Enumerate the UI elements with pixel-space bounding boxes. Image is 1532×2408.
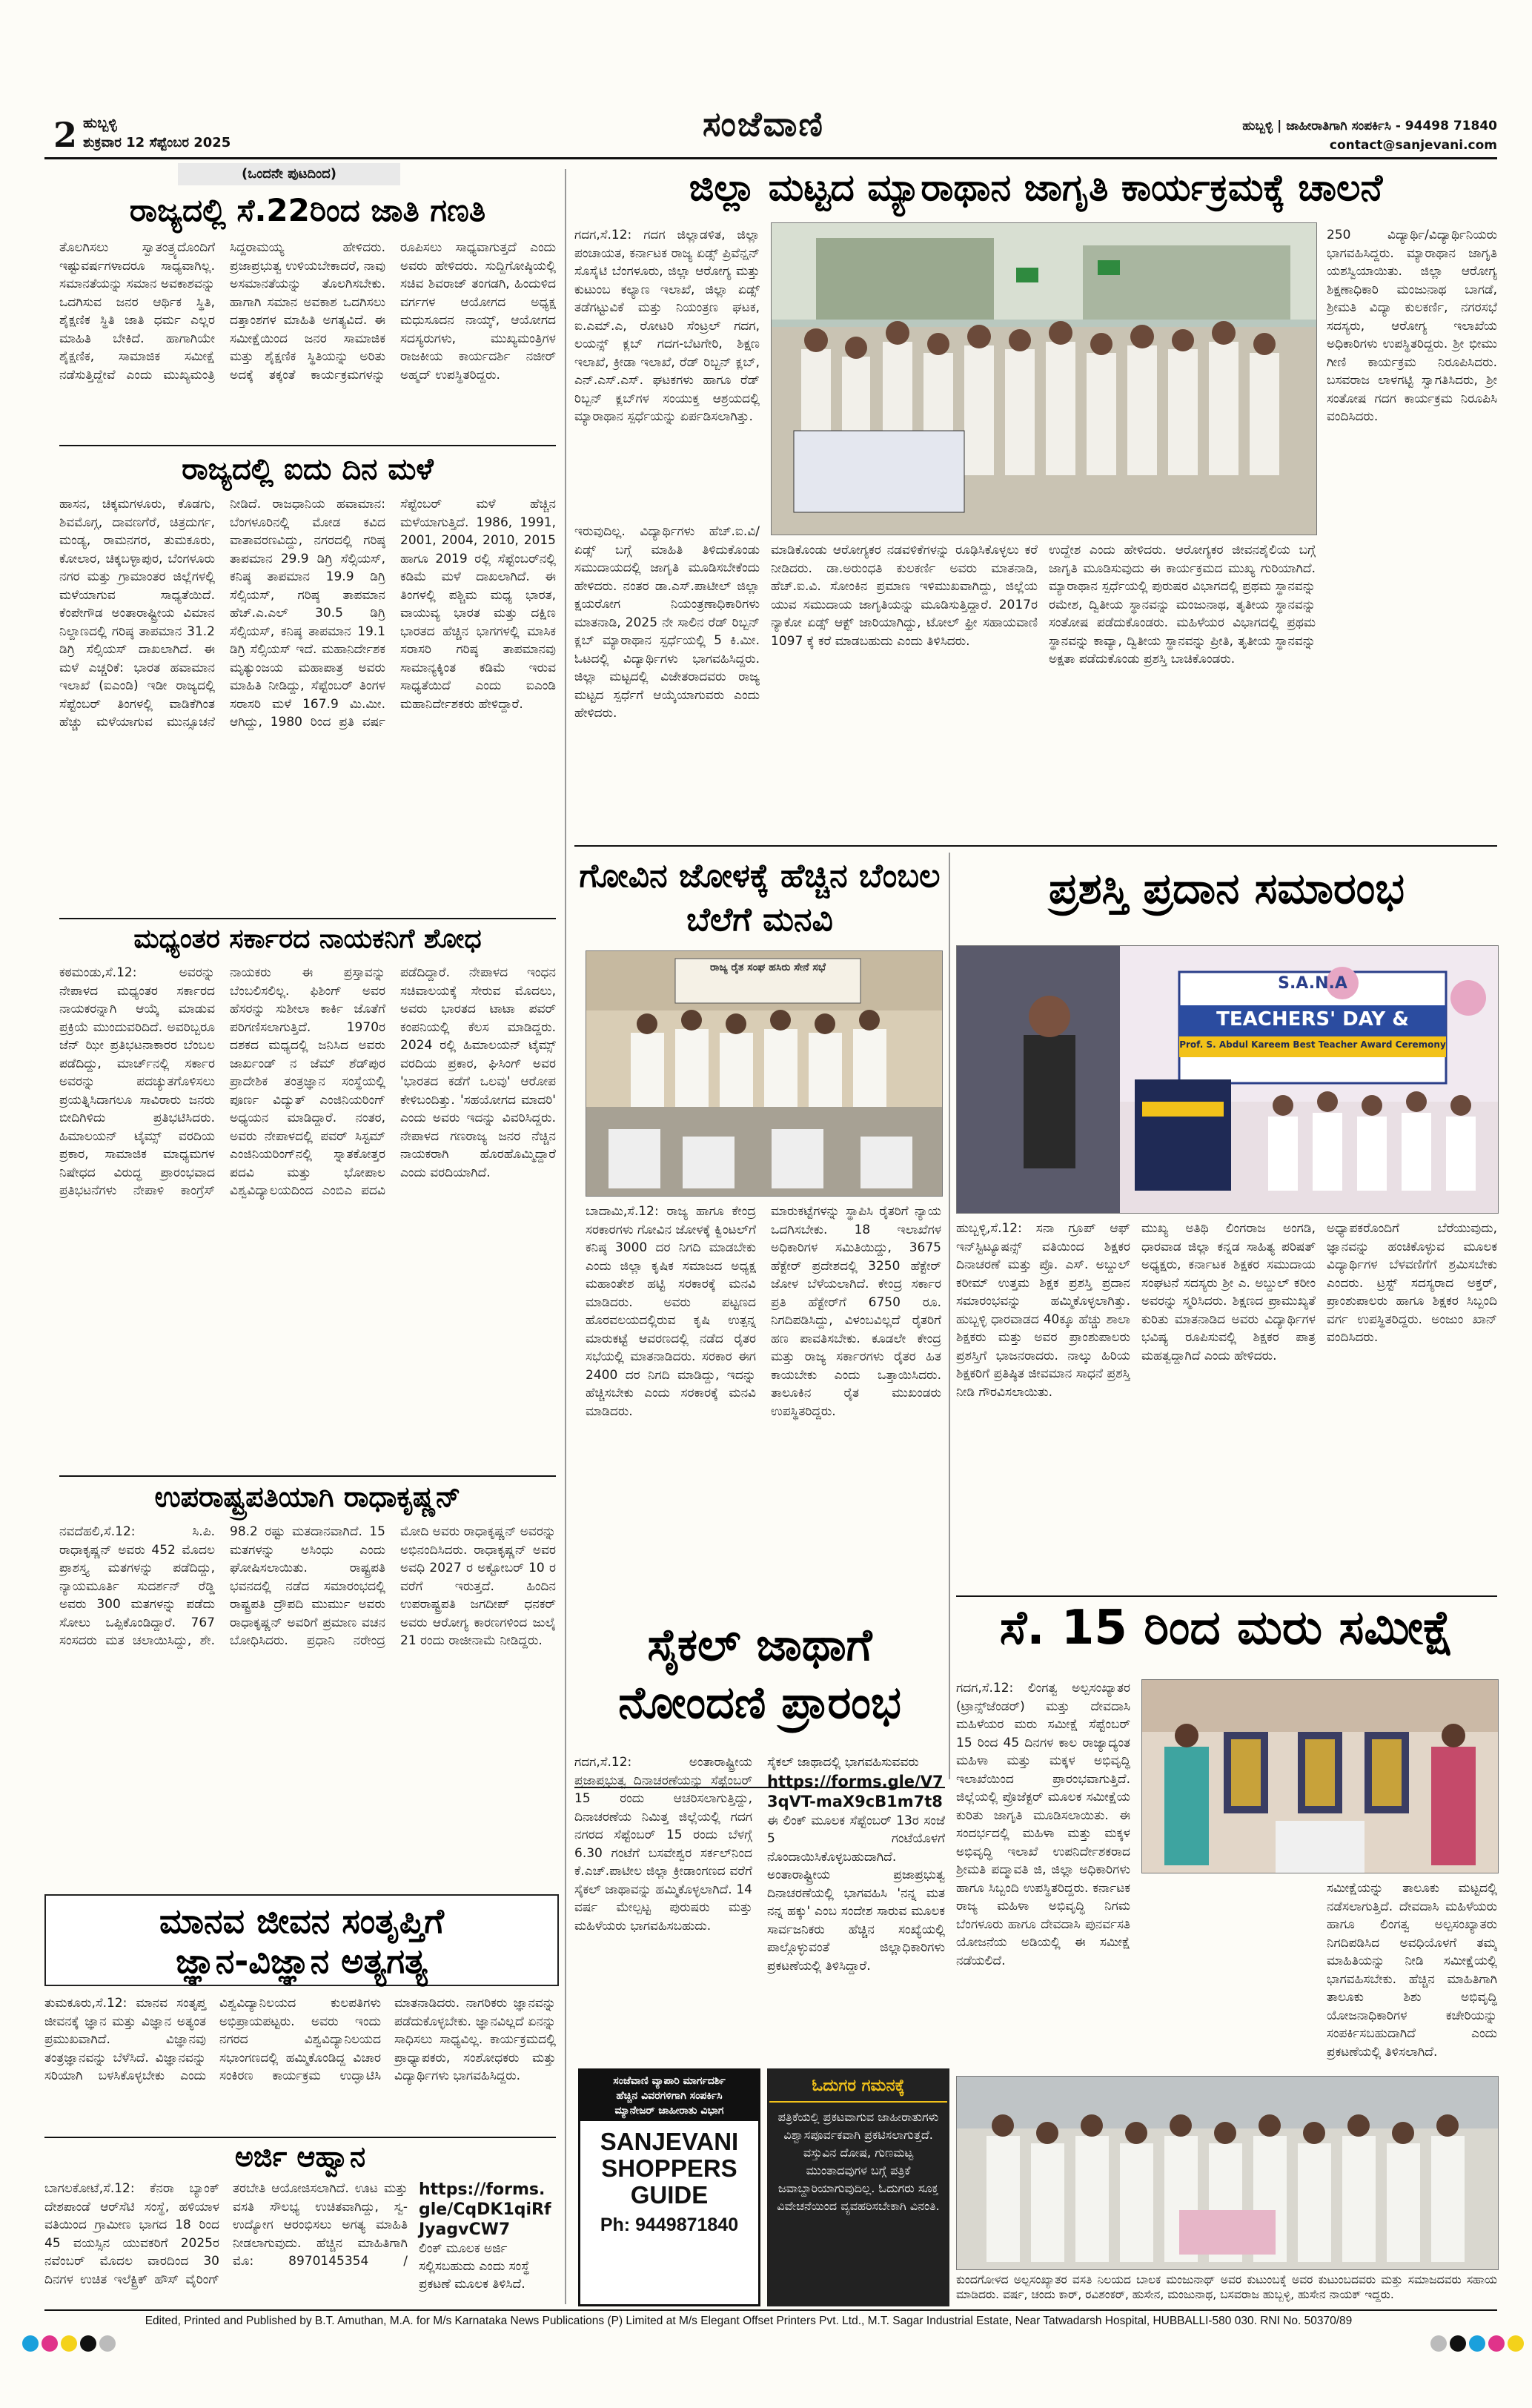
application-link[interactable]: https://forms.gle/CqDK1qiRfJyagvCW7 <box>419 2180 551 2239</box>
application-body-after: ಲಿಂಕ್ ಮೂಲಕ ಅರ್ಜಿ ಸಲ್ಲಿಸಬಹುದು ಎಂದು ಸಂಸ್ಥೆ ಪ್ರಕಟಣೆ ಮೂಲಕ ತಿಳಿಸಿದೆ. <box>419 2241 530 2292</box>
shoppers-ad-line: ಸಂಜೆವಾಣಿ ವ್ಯಾಪಾರಿ ಮಾರ್ಗದರ್ಶಿ <box>613 2075 726 2087</box>
caste-headline: ರಾಜ್ಯದಲ್ಲಿ ಸೆ.22ರಿಂದ ಜಾತಿ ಗಣತಿ <box>129 192 486 228</box>
marathon-headline: ಜಿಲ್ಲಾ ಮಟ್ಟದ ಮ್ಯಾರಾಥಾನ ಜಾಗೃತಿ ಕಾರ್ಯಕ್ರಮಕ್ಕೆ ಚಾಲನೆ <box>689 166 1383 209</box>
grey-dot <box>99 2335 116 2352</box>
marathon-body-left: ಗದಗ,ಸೆ.12: ಗದಗ ಜಿಲ್ಲಾಡಳಿತ, ಜಿಲ್ಲಾ ಪಂಚಾಯತ, ಕರ್ನಾಟಕ ರಾಜ್ಯ ಏಡ್ಸ್ ಪ್ರಿವೆನ್ಷನ್ ಸೊಸೈಟಿ ಬೆಂಗಳೂರು, ಜಿಲ್ಲಾ ಆರೋಗ್ಯ ಮತ್ತು ಕುಟುಂಬ ಕಲ್ಯಾಣ ಇಲಾಖೆ, ಜಿಲ್ಲಾ ಏಡ್ಸ್ ತಡೆಗಟ್ಟುವಿಕೆ ಮತ್ತು ನಿಯಂತ್ರಣ ಘಟಕ, ಐ.ಎಮ್.ಎ, ರೋಟರಿ ಸೆಂಟ್ರಲ್ ಗದಗ, ಲಯನ್ಸ್ ಕ್ಲಬ್ ಗದಗ-ಬೆಟಗೇರಿ, ಶಿಕ್ಷಣ ಇಲಾಖೆ, ಕ್ರೀಡಾ ಇಲಾಖೆ, ರೆಡ್ ರಿಬ್ಬನ್ ಕ್ಲಬ್, ಎನ್.ಎಸ್.ಎಸ್. ಘಟಕಗಳು ಹಾಗೂ ರೆಡ್ ರಿಬ್ಬನ್ ಕ್ಲಬ್‌ಗಳ ಸಂಯುಕ್ತ ಆಶ್ರಯದಲ್ಲಿ ಮ್ಯಾರಾಥಾನ ಸ್ಪರ್ಧೆಯನ್ನು ಏರ್ಪಡಿಸಲಾಗಿತ್ತು. <box>574 228 760 424</box>
masthead-city-right: ಹುಬ್ಬಳ್ಳಿ <box>1242 119 1273 133</box>
column-divider <box>949 853 950 1779</box>
survey-body-main: ಗದಗ,ಸೆ.12: ಲಿಂಗತ್ವ ಅಲ್ಪಸಂಖ್ಯಾತರ (ಟ್ರಾನ್ಸ್‌ಜೆಂಡರ್) ಮತ್ತು ದೇವದಾಸಿ ಮಹಿಳೆಯರ ಮರು ಸಮೀಕ್ಷೆ ಸೆಪ್ಟೆಂಬರ್ 15 ರಿಂದ 45 ದಿನಗಳ ಕಾಲ ರಾಜ್ಯಾದ್ಯಂತ ಮಹಿಳಾ ಮತ್ತು ಮಕ್ಕಳ ಅಭಿವೃದ್ಧಿ ಇಲಾಖೆಯಿಂದ ಪ್ರಾರಂಭವಾಗುತ್ತಿದೆ. ಜಿಲ್ಲೆಯಲ್ಲಿ ಪ್ರೊಜೆಕ್ಟರ್ ಮೂಲಕ ಸಮೀಕ್ಷೆಯ ಕುರಿತು ಜಾಗೃತಿ ಮೂಡಿಸಲಾಯಿತು. ಈ ಸಂದರ್ಭದಲ್ಲಿ ಮಹಿಳಾ ಮತ್ತು ಮಕ್ಕಳ ಅಭಿವೃದ್ಧಿ ಇಲಾಖೆ ಉಪನಿರ್ದೇಶಕರಾದ ಶ್ರೀಮತಿ ಪದ್ಮಾವತಿ ಜಿ, ಜಿಲ್ಲಾ ಅಧಿಕಾರಿಗಳು ಹಾಗೂ ಸಿಬ್ಬಂದಿ ಉಪಸ್ಥಿತರಿದ್ದರು. ಕರ್ನಾಟಕ ರಾಜ್ಯ ಮಹಿಳಾ ಅಭಿವೃದ್ಧಿ ನಿಗಮ ಬೆಂಗಳೂರು ಹಾಗೂ ದೇವದಾಸಿ ಪುನರ್ವಸತಿ ಯೋಜನೆಯ ಅಡಿಯಲ್ಲಿ ಈ ಸಮೀಕ್ಷೆ ನಡೆಯಲಿದೆ. <box>956 1681 1130 1968</box>
award-body-left: ಹುಬ್ಬಳ್ಳಿ,ಸೆ.12: ಸನಾ ಗ್ರೂಪ್ ಆಫ್ ಇನ್‌ಸ್ಟಿಟ್ಯೂಷನ್ಸ್ ವತಿಯಿಂದ ಶಿಕ್ಷಕರ ದಿನಾಚರಣೆ ಮತ್ತು ಪ್ರೊ. ಎಸ್. ಅಬ್ದುಲ್ ಕರೀಮ್ ಉತ್ತಮ ಶಿಕ್ಷಕ ಪ್ರಶಸ್ತಿ ಪ್ರದಾನ ಸಮಾರಂಭವನ್ನು ಹಮ್ಮಿಕೊಳ್ಳಲಾಗಿತ್ತು. ಹುಬ್ಬಳ್ಳಿ ಧಾರವಾಡದ 40ಕ್ಕೂ ಹೆಚ್ಚು ಶಾಲಾ ಶಿಕ್ಷಕರು ಮತ್ತು ಅವರ ಪ್ರಾಂಶುಪಾಲರು ಪ್ರಶಸ್ತಿಗೆ ಭಾಜನರಾದರು. ನಾಲ್ಕು ಹಿರಿಯ ಶಿಕ್ಷಕರಿಗೆ ಪ್ರತಿಷ್ಠಿತ ಜೀವಮಾನ ಸಾಧನೆ ಪ್ರಶಸ್ತಿ ನೀಡಿ ಗೌರವಿಸಲಾಯಿತು. <box>956 1221 1130 1400</box>
vp-body: ನವದೆಹಲಿ,ಸೆ.12: ಸಿ.ಪಿ. ರಾಧಾಕೃಷ್ಣನ್ ಅವರು 452 ಮೊದಲ ಪ್ರಾಶಸ್ತ್ಯ ಮತಗಳನ್ನು ಪಡೆದಿದ್ದು, ನ್ಯಾಯಮೂರ್ತಿ ಸುದರ್ಶನ್ ರೆಡ್ಡಿ ಅವರು 300 ಮತಗಳನ್ನು ಪಡೆದು ಸೋಲು ಒಪ್ಪಿಕೊಂಡಿದ್ದಾರೆ. 767 ಸಂಸದರು ಮತ ಚಲಾಯಿಸಿದ್ದು, ಶೇ. 98.2 ರಷ್ಟು ಮತದಾನವಾಗಿದೆ. 15 ಮತಗಳನ್ನು ಅಸಿಂಧು ಎಂದು ಘೋಷಿಸಲಾಯಿತು. ರಾಷ್ಟ್ರಪತಿ ಭವನದಲ್ಲಿ ನಡೆದ ಸಮಾರಂಭದಲ್ಲಿ ರಾಷ್ಟ್ರಪತಿ ದ್ರೌಪದಿ ಮುರ್ಮು ಅವರು ರಾಧಾಕೃಷ್ಣನ್ ಅವರಿಗೆ ಪ್ರಮಾಣ ವಚನ ಬೋಧಿಸಿದರು. ಪ್ರಧಾನಿ ನರೇಂದ್ರ ಮೋದಿ ಅವರು ರಾಧಾಕೃಷ್ಣನ್ ಅವರನ್ನು ಅಭಿನಂದಿಸಿದರು. ರಾಧಾಕೃಷ್ಣನ್ ಅವರ ಅವಧಿ 2027 ರ ಅಕ್ಟೋಬರ್ 10 ರ ವರೆಗೆ ಇರುತ್ತದೆ. ಹಿಂದಿನ ಉಪರಾಷ್ಟ್ರಪತಿ ಜಗದೀಪ್ ಧನಕರ್ ಅವರು ಆರೋಗ್ಯ ಕಾರಣಗಳಿಂದ ಜುಲೈ 21 ರಂದು ರಾಜೀನಾಮೆ ನೀಡಿದ್ದರು. <box>59 1524 556 1648</box>
marathon-body-right: ಉದ್ದೇಶ ಎಂದು ಹೇಳಿದರು. ಆರೋಗ್ಯಕರ ಜೀವನಶೈಲಿಯ ಬಗ್ಗೆ ಜಾಗೃತಿ ಮೂಡಿಸುವುದು ಈ ಕಾರ್ಯಕ್ರಮದ ಮುಖ್ಯ ಗುರಿಯಾಗಿದೆ. ಮ್ಯಾರಾಥಾನ ಸ್ಪರ್ಧೆಯಲ್ಲಿ ಪುರುಷರ ವಿಭಾಗದಲ್ಲಿ ಪ್ರಥಮ ಸ್ಥಾನವನ್ನು ರಮೇಶ, ದ್ವಿತೀಯ ಸ್ಥಾನವನ್ನು ಮಂಜುನಾಥ, ತೃತೀಯ ಸ್ಥಾನವನ್ನು ಸಂತೋಷ ಪಡೆದುಕೊಂಡರು. ಮಹಿಳೆಯರ ವಿಭಾಗದಲ್ಲಿ ಪ್ರಥಮ ಸ್ಥಾನವನ್ನು ಕಾವ್ಯಾ, ದ್ವಿತೀಯ ಸ್ಥಾನವನ್ನು ಪ್ರೀತಿ, ತೃತೀಯ ಸ್ಥಾನವನ್ನು ಅಕ್ಷತಾ ಪಡೆದುಕೊಂಡು ಪ್ರಶಸ್ತಿ ಬಾಚಿಕೊಂಡರು. <box>1049 543 1316 666</box>
masthead-contact: ಹುಬ್ಬಳ್ಳಿ | ಜಾಹೀರಾತಿಗಾಗಿ ಸಂಪರ್ಕಿಸಿ - 94498 71840 <box>1242 119 1497 133</box>
page-number: 2 <box>53 115 78 155</box>
yellow-dot <box>1508 2335 1524 2352</box>
section-rule <box>574 845 1497 847</box>
knowledge-headline-line2: ಜ್ಞಾನ-ವಿಜ್ಞಾನ ಅತ್ಯಗತ್ಯ <box>176 1941 428 1981</box>
application-link-block <box>419 2180 556 2293</box>
nepal-headline: ಮಧ್ಯಂತರ ಸರ್ಕಾರದ ನಾಯಕನಿಗೆ ಶೋಧ <box>133 924 482 954</box>
vp-headline: ಉಪರಾಷ್ಟ್ರಪತಿಯಾಗಿ ರಾಧಾಕೃಷ್ಣನ್ <box>154 1481 461 1513</box>
column-divider <box>565 169 566 2304</box>
award-body-right: ಅಧ್ಯಾಪಕರೊಂದಿಗೆ ಬೆರೆಯುವುದು, ಜ್ಞಾನವನ್ನು ಹಂಚಿಕೊಳ್ಳುವ ಮೂಲಕ ವಿದ್ಯಾರ್ಥಿಗಳ ಬೆಳವಣಿಗೆಗೆ ಶ್ರಮಿಸಬೇಕು ಎಂದರು. ಟ್ರಸ್ಟ್ ಸದಸ್ಯರಾದ ಅಕ್ತರ್, ಪ್ರಾಂಶುಪಾಲರು ಹಾಗೂ ಶಿಕ್ಷಕರ ಸಿಬ್ಬಂದಿ ವರ್ಗ ಉಪಸ್ಥಿತರಿದ್ದರು. ಅಂಜುಂ ಖಾನ್ ವಂದಿಸಿದರು. <box>1327 1221 1497 1345</box>
award-banner-title: TEACHERS' DAY & <box>1216 1008 1409 1031</box>
cow-photo-banner: ರಾಜ್ಯ ರೈತ ಸಂಘ ಹಸಿರು ಸೇನೆ ಸಭೆ <box>710 962 826 973</box>
marathon-body-mid: ಮಾಡಿಕೊಂಡು ಆರೋಗ್ಯಕರ ನಡವಳಿಕೆಗಳನ್ನು ರೂಢಿಸಿಕೊಳ್ಳಲು ಕರೆ ನೀಡಿದರು. ಡಾ.ಅರುಂಧತಿ ಕುಲಕರ್ಣಿ ಅವರು ಮಾತನಾಡಿ, ಹೆಚ್.ಐ.ವಿ. ಸೋಂಕಿನ ಪ್ರಮಾಣ ಇಳಿಮುಖವಾಗಿದ್ದು, ಜಿಲ್ಲೆಯ ಯುವ ಸಮುದಾಯ ಜಾಗೃತಿಯನ್ನು ಮೂಡಿಸುತ್ತಿದ್ದಾರೆ. 2017ರ ನ್ಯಾಕೋ ಏಡ್ಸ್ ಆಕ್ಟ್ ಜಾರಿಯಾಗಿದ್ದು, ಟೋಲ್ ಫ್ರೀ ಸಹಾಯವಾಣಿ 1097 ಕ್ಕೆ ಕರೆ ಮಾಡಬಹುದು ಎಂದು ತಿಳಿಸಿದರು. <box>771 543 1038 649</box>
shoppers-ad-header <box>580 2071 758 2121</box>
knowledge-headline-line1: ಮಾನವ ಜೀವನ ಸಂತೃಪ್ತಿಗೆ <box>159 1901 445 1941</box>
shoppers-ad-line: ಹೆಚ್ಚಿನ ವಿವರಗಳಿಗಾಗಿ ಸಂಪರ್ಕಿಸಿ <box>616 2090 723 2102</box>
knowledge-body: ತುಮಕೂರು,ಸೆ.12: ಮಾನವ ಸಂತೃಪ್ತ ಜೀವನಕ್ಕೆ ಜ್ಞಾನ ಮತ್ತು ವಿಜ್ಞಾನ ಅತ್ಯಂತ ಪ್ರಮುಖವಾಗಿದೆ. ವಿಜ್ಞಾನವು ತಂತ್ರಜ್ಞಾನವನ್ನು ಬೆಳೆಸಿದೆ. ವಿಜ್ಞಾನವನ್ನು ಸರಿಯಾಗಿ ಬಳಸಿಕೊಳ್ಳಬೇಕು ಎಂದು ವಿಶ್ವವಿದ್ಯಾನಿಲಯದ ಕುಲಪತಿಗಳು ಅಭಿಪ್ರಾಯಪಟ್ಟರು. ಅವರು ಇಂದು ನಗರದ ವಿಶ್ವವಿದ್ಯಾನಿಲಯದ ಸಭಾಂಗಣದಲ್ಲಿ ಹಮ್ಮಿಕೊಂಡಿದ್ದ ವಿಚಾರ ಸಂಕಿರಣ ಕಾರ್ಯಕ್ರಮ ಉದ್ಘಾಟಿಸಿ ಮಾತನಾಡಿದರು. ನಾಗರಿಕರು ಜ್ಞಾನವನ್ನು ಪಡೆದುಕೊಳ್ಳಬೇಕು. ಜ್ಞಾನವಿಲ್ಲದೆ ಏನನ್ನು ಸಾಧಿಸಲು ಸಾಧ್ಯವಿಲ್ಲ. ಕಾರ್ಯಕ್ರಮದಲ್ಲಿ ಪ್ರಾಧ್ಯಾಪಕರು, ಸಂಶೋಧಕರು ಮತ್ತು ವಿದ್ಯಾರ್ಥಿಗಳು ಭಾಗವಹಿಸಿದ್ದರು. <box>44 1996 556 2083</box>
award-banner-sub: Prof. S. Abdul Kareem Best Teacher Award Ceremony <box>1179 1039 1446 1050</box>
award-banner-org: S.A.N.A <box>1278 974 1347 993</box>
cycle-link-label: ಸೈಕಲ್ ಜಾಥಾದಲ್ಲಿ ಭಾಗವಹಿಸುವವರು <box>767 1755 919 1770</box>
cycle-headline: ಸೈಕಲ್ ಜಾಥಾಗೆ ನೋಂದಣಿ ಪ್ರಾರಂಭ <box>618 1619 901 1729</box>
continued-kicker: (ಒಂದನೇ ಪುಟದಿಂದ) <box>178 163 400 185</box>
cycle-right-block <box>767 1753 945 2034</box>
footer-rule <box>44 2309 1497 2311</box>
cycle-body-right: ಈ ಲಿಂಕ್ ಮೂಲಕ ಸೆಪ್ಟೆಂಬರ್ 13ರ ಸಂಜೆ 5 ಗಂಟೆಯೊಳಗೆ ನೊಂದಾಯಿಸಿಕೊಳ್ಳಬಹುದಾಗಿದೆ. ಅಂತಾರಾಷ್ಟ್ರೀಯ ಪ್ರಜಾಪ್ರಭುತ್ವ ದಿನಾಚರಣೆಯಲ್ಲಿ ಭಾಗವಹಿಸಿ 'ನನ್ನ ಮತ ನನ್ನ ಹಕ್ಕು' ಎಂಬ ಸಂದೇಶ ಸಾರುವ ಮೂಲಕ ಸಾರ್ವಜನಿಕರು ಹೆಚ್ಚಿನ ಸಂಖ್ಯೆಯಲ್ಲಿ ಪಾಲ್ಗೊಳ್ಳುವಂತೆ ಜಿಲ್ಲಾಧಿಕಾರಿಗಳು ಪ್ರಕಟಣೆಯಲ್ಲಿ ತಿಳಿಸಿದ್ದಾರೆ. <box>767 1813 945 1974</box>
masthead-brand <box>578 104 949 145</box>
magenta-dot <box>1488 2335 1505 2352</box>
survey-body-main-2 <box>1141 1879 1319 2065</box>
survey-photo-caption: ಕುಂದಗೋಳದ ಅಲ್ಪಸಂಖ್ಯಾತರ ವಸತಿ ನಿಲಯದ ಬಾಲಕ ಮಂಜುನಾಥ್ ಅವರ ಕುಟುಂಬಕ್ಕೆ ಅವರ ಕುಟುಂಬದವರು ಮತ್ತು ಸಮಾಜದವರು ಸಹಾಯ ಮಾಡಿದರು. ವರ್ಷ, ಚಂದು ಕಾರ್, ರವಿಶಂಕರ್, ಹುಸೇನ, ಮಂಜುನಾಥ, ಬಸವರಾಜ ಹುಬ್ಬಳ್ಳಿ, ಹುಸೇನ ನಾಯಕ್ ಇದ್ದರು. <box>956 2273 1497 2301</box>
application-headline: ಅರ್ಜಿ ಆಹ್ವಾನ <box>234 2140 366 2173</box>
grey-dot <box>1430 2335 1447 2352</box>
cow-photo <box>586 950 943 1197</box>
black-dot <box>1450 2335 1466 2352</box>
marathon-body-left-2: ಇರುವುದಿಲ್ಲ. ವಿದ್ಯಾರ್ಥಿಗಳು ಹೆಚ್.ಐ.ವಿ/ಏಡ್ಸ್ ಬಗ್ಗೆ ಮಾಹಿತಿ ತಿಳಿದುಕೊಂಡು ಸಮುದಾಯದಲ್ಲಿ ಜಾಗೃತಿ ಮೂಡಿಸಬೇಕೆಂದು ಹೇಳಿದರು. ನಂತರ ಡಾ.ಎಸ್.ಪಾಟೀಲ್ ಜಿಲ್ಲಾ ಕ್ಷಯರೋಗ ನಿಯಂತ್ರಣಾಧಿಕಾರಿಗಳು ಮಾತನಾಡಿ, 2025 ನೇ ಸಾಲಿನ ರೆಡ್ ರಿಬ್ಬನ್ ಕ್ಲಬ್ ಮ್ಯಾರಾಥಾನ ಸ್ಪರ್ಧೆಯಲ್ಲಿ 5 ಕಿ.ಮೀ. ಓಟದಲ್ಲಿ ವಿದ್ಯಾರ್ಥಿಗಳು ಭಾಗವಹಿಸಿದ್ದರು. ಜಿಲ್ಲಾ ಮಟ್ಟದಲ್ಲಿ ವಿಜೇತರಾದವರು ರಾಜ್ಯ ಮಟ್ಟದ ಸ್ಪರ್ಧೆಗೆ ಆಯ್ಕೆಯಾಗುವರು ಎಂದು ಹೇಳಿದರು. <box>574 524 760 721</box>
brand-name: ಸಂಜೆವಾಣಿ <box>703 104 824 144</box>
masthead-ads-contact: ಜಾಹೀರಾತಿಗಾಗಿ ಸಂಪರ್ಕಿಸಿ - 94498 71840 <box>1286 119 1497 133</box>
masthead-city-left: ಹುಬ್ಬಳ್ಳಿ <box>83 115 117 131</box>
magenta-dot <box>42 2335 58 2352</box>
section-rule <box>59 1475 556 1477</box>
survey-body-right: ಸಮೀಕ್ಷೆಯನ್ನು ತಾಲೂಕು ಮಟ್ಟದಲ್ಲಿ ನಡೆಸಲಾಗುತ್ತಿದೆ. ದೇವದಾಸಿ ಮಹಿಳೆಯರು ಹಾಗೂ ಲಿಂಗತ್ವ ಅಲ್ಪಸಂಖ್ಯಾತರು ನಿಗದಿಪಡಿಸಿದ ಅವಧಿಯೊಳಗೆ ತಮ್ಮ ಮಾಹಿತಿಯನ್ನು ನೀಡಿ ಸಮೀಕ್ಷೆಯಲ್ಲಿ ಭಾಗವಹಿಸಬೇಕು. ಹೆಚ್ಚಿನ ಮಾಹಿತಿಗಾಗಿ ತಾಲೂಕು ಶಿಶು ಅಭಿವೃದ್ಧಿ ಯೋಜನಾಧಿಕಾರಿಗಳ ಕಚೇರಿಯನ್ನು ಸಂಪರ್ಕಿಸಬಹುದಾಗಿದೆ ಎಂದು ಪ್ರಕಟಣೆಯಲ್ಲಿ ತಿಳಿಸಲಾಗಿದೆ. <box>1327 1881 1497 2060</box>
notice-body: ಪತ್ರಿಕೆಯಲ್ಲಿ ಪ್ರಕಟವಾಗುವ ಜಾಹೀರಾತುಗಳು ವಿಶ್ವಾಸಪೂರ್ವಕವಾಗಿ ಪ್ರಕಟಿಸಲಾಗುತ್ತದೆ. ವಸ್ತುವಿನ ದೋಷ, ಗುಣಮಟ್ಟ ಮುಂತಾದವುಗಳ ಬಗ್ಗೆ ಪತ್ರಿಕೆ ಜವಾಬ್ದಾರಿಯಾಗುವುದಿಲ್ಲ. ಓದುಗರು ಸೂಕ್ತ ವಿವೇಚನೆಯಿಂದ ವ್ಯವಹರಿಸಬೇಕಾಗಿ ವಿನಂತಿ. <box>777 2110 940 2213</box>
notice-title: ಓದುಗರ ಗಮನಕ್ಕೆ <box>769 2071 947 2103</box>
shoppers-ad-line: ಮ್ಯಾನೇಜರ್ ಜಾಹೀರಾತು ವಿಭಾಗ <box>614 2105 724 2117</box>
survey-photo-2 <box>956 2076 1499 2270</box>
application-body: ಬಾಗಲಕೋಟೆ,ಸೆ.12: ಕೆನರಾ ಬ್ಯಾಂಕ್ ದೇಶಪಾಂಡೆ ಆರ್‌ಸೆಟಿ ಸಂಸ್ಥೆ, ಹಳಿಯಾಳ ವತಿಯಿಂದ ಗ್ರಾಮೀಣ ಭಾಗದ 18 ರಿಂದ 45 ವಯಸ್ಸಿನ ಯುವಕರಿಗೆ 2025ರ ನವೆಂಬರ್ ಮೊದಲ ವಾರದಿಂದ 30 ದಿನಗಳ ಉಚಿತ ಇಲೆಕ್ಟ್ರಿಕ್ ಹೌಸ್ ವೈರಿಂಗ್ ತರಬೇತಿ ಆಯೋಜಿಸಲಾಗಿದೆ. ಊಟ ಮತ್ತು ವಸತಿ ಸೌಲಭ್ಯ ಉಚಿತವಾಗಿದ್ದು, ಸ್ವ-ಉದ್ಯೋಗ ಆರಂಭಿಸಲು ಅಗತ್ಯ ಮಾಹಿತಿ ನೀಡಲಾಗುವುದು. ಹೆಚ್ಚಿನ ಮಾಹಿತಿಗಾಗಿ ಮೊ: 8970145354 / <box>44 2181 408 2287</box>
survey-headline: ಸೆ. 15 ರಿಂದ ಮರು ಸಮೀಕ್ಷೆ <box>999 1601 1454 1656</box>
cycle-link[interactable]: https://forms.gle/V73qVT-maX9cB1m7t8 <box>767 1772 944 1810</box>
section-rule <box>956 1595 1497 1597</box>
marathon-photo <box>771 222 1317 535</box>
cow-headline: ಗೋವಿನ ಜೋಳಕ್ಕೆ ಹೆಚ್ಚಿನ ಬೆಂಬಲ ಬೆಲೆಗೆ ಮನವಿ <box>579 857 941 939</box>
masthead-rule <box>44 157 1497 159</box>
nepal-body: ಕಠಮಂಡು,ಸೆ.12: ಅವರನ್ನು ನೇಪಾಳದ ಮಧ್ಯಂತರ ಸರ್ಕಾರದ ನಾಯಕರನ್ನಾಗಿ ಆಯ್ಕೆ ಮಾಡುವ ಪ್ರಕ್ರಿಯೆ ಮುಂದುವರಿದಿದೆ. ಅವರಿಬ್ಬರೂ ಜೆನ್ ಝೀ ಪ್ರತಿಭಟನಾಕಾರರ ಬೆಂಬಲ ಪಡೆದಿದ್ದು, ಮಾರ್ಚ್‌ನಲ್ಲಿ ಸರ್ಕಾರ ಅವರನ್ನು ಪದಚ್ಯುತಗೊಳಿಸಲು ಪ್ರಯತ್ನಿಸಿದಾಗಲೂ ಸಾವಿರಾರು ಜನರು ಬೀದಿಗಿಳಿದು ಪ್ರತಿಭಟಿಸಿದರು. ಹಿಮಾಲಯನ್ ಟೈಮ್ಸ್ ವರದಿಯ ಪ್ರಕಾರ, ಸಾಮಾಜಿಕ ಮಾಧ್ಯಮಗಳ ನಿಷೇಧದ ವಿರುದ್ಧ ಪ್ರಾರಂಭವಾದ ಪ್ರತಿಭಟನೆಗಳು ನೇಪಾಳಿ ಕಾಂಗ್ರೆಸ್ ನಾಯಕರು ಈ ಪ್ರಸ್ತಾವನ್ನು ಬೆಂಬಲಿಸಲಿಲ್ಲ. ಫಿಶಿಂಗ್ ಅವರ ಹೆಸರನ್ನು ಸುಶೀಲಾ ಕಾರ್ಕಿ ಜೊತೆಗೆ ಪರಿಗಣಿಸಲಾಗುತ್ತಿದೆ. 1970ರ ದಶಕದ ಮಧ್ಯದಲ್ಲಿ ಜನಿಸಿದ ಅವರು ಜಾರ್ಖಂಡ್ ನ ಜೆಮ್ ಶೆಡ್‌ಪುರ ಪ್ರಾದೇಶಿಕ ತಂತ್ರಜ್ಞಾನ ಸಂಸ್ಥೆಯಲ್ಲಿ ಪೂರ್ಣ ವಿದ್ಯುತ್ ಎಂಜಿನಿಯರಿಂಗ್ ಅಧ್ಯಯನ ಮಾಡಿದ್ದಾರೆ. ನಂತರ, ಅವರು ನೇಪಾಳದಲ್ಲಿ ಪವರ್ ಸಿಸ್ಟಮ್ ಎಂಜಿನಿಯರಿಂಗ್‌ನಲ್ಲಿ ಸ್ನಾತಕೋತ್ತರ ಪದವಿ ಮತ್ತು ಭೋಪಾಲ ವಿಶ್ವವಿದ್ಯಾಲಯದಿಂದ ಎಂಬಿಎ ಪದವಿ ಪಡೆದಿದ್ದಾರೆ. ನೇಪಾಳದ ಇಂಧನ ಸಚಿವಾಲಯಕ್ಕೆ ಸೇರುವ ಮೊದಲು, ಅವರು ಭಾರತದ ಟಾಟಾ ಪವರ್ ಕಂಪನಿಯಲ್ಲಿ ಕೆಲಸ ಮಾಡಿದ್ದರು. 2024 ರಲ್ಲಿ ಹಿಮಾಲಯನ್ ಟೈಮ್ಸ್ ವರದಿಯ ಪ್ರಕಾರ, ಘಿಸಿಂಗ್ ಅವರ 'ಭಾರತದ ಕಡೆಗೆ ಒಲವು' ಆರೋಪ ಕೇಳಿಬಂದಿತ್ತು. 'ಸಹಯೋಗದ ಮಾದರಿ' ಎಂದು ಅವರು ಇದನ್ನು ವಿವರಿಸಿದ್ದರು. ನೇಪಾಳದ ಗಣರಾಜ್ಯ ಜನರ ನೆಚ್ಚಿನ ನಾಯಕರಾಗಿ ಹೊರಹೊಮ್ಮಿದ್ದಾರೆ ಎಂದು ವರದಿಯಾಗಿದೆ. <box>59 965 556 1198</box>
cycle-body-left: ಗದಗ,ಸೆ.12: ಅಂತಾರಾಷ್ಟ್ರೀಯ ಪ್ರಜಾಪ್ರಭುತ್ವ ದಿನಾಚರಣೆಯನ್ನು ಸೆಪ್ಟೆಂಬರ್ 15 ರಂದು ಆಚರಿಸಲಾಗುತ್ತಿದ್ದು, ದಿನಾಚರಣೆಯ ನಿಮಿತ್ತ ಜಿಲ್ಲೆಯಲ್ಲಿ ಗದಗ ನಗರದ ಸೆಪ್ಟೆಂಬರ್ 15 ರಂದು ಬೆಳಗ್ಗೆ 6.30 ಗಂಟೆಗೆ ಬಸವೇಶ್ವರ ಸರ್ಕಲ್‌ನಿಂದ ಕೆ.ಎಚ್.ಪಾಟೀಲ ಜಿಲ್ಲಾ ಕ್ರೀಡಾಂಗಣದ ವರೆಗೆ ಸೈಕಲ್ ಜಾಥಾವನ್ನು ಹಮ್ಮಿಕೊಳ್ಳಲಾಗಿದೆ. 14 ವರ್ಷ ಮೇಲ್ಪಟ್ಟ ಪುರುಷರು ಮತ್ತು ಮಹಿಳೆಯರು ಭಾಗವಹಿಸಬಹುದು. <box>574 1755 752 1934</box>
masthead-email[interactable]: contact@sanjevani.com <box>1329 138 1497 153</box>
footer-imprint: Edited, Printed and Published by B.T. Amuthan, M.A. for M/s Karnataka News Publications (P) Limited at M/s Elegant Offset Printers Pvt. Ltd., M.T. Sagar Industrial Estate, Near Tatwadarsh Hospital, HUBBALLI-580 030. RNI No. 50370/89 <box>145 2315 1353 2327</box>
knowledge-headline-box <box>44 1894 559 1986</box>
award-body-mid: ಮುಖ್ಯ ಅತಿಥಿ ಲಿಂಗರಾಜ ಅಂಗಡಿ, ಧಾರವಾಡ ಜಿಲ್ಲಾ ಕನ್ನಡ ಸಾಹಿತ್ಯ ಪರಿಷತ್ ಅಧ್ಯಕ್ಷರು, ಕರ್ನಾಟಕ ಶಿಕ್ಷಕರ ಸಮುದಾಯ ಸಂಘಟನೆ ಸದಸ್ಯರು ಶ್ರೀ ಎ. ಅಬ್ದುಲ್ ಕರೀಂ ಅವರನ್ನು ಸ್ಮರಿಸಿದರು. ಶಿಕ್ಷಣದ ಪ್ರಾಮುಖ್ಯತೆ ಕುರಿತು ಮಾತನಾಡಿದ ಅವರು ವಿದ್ಯಾರ್ಥಿಗಳ ಭವಿಷ್ಯ ರೂಪಿಸುವಲ್ಲಿ ಶಿಕ್ಷಕರ ಪಾತ್ರ ಮಹತ್ವದ್ದಾಗಿದೆ ಎಂದು ಹೇಳಿದರು. <box>1141 1221 1316 1363</box>
award-photo <box>956 945 1499 1214</box>
black-dot <box>80 2335 96 2352</box>
marathon-body-last: 250 ವಿದ್ಯಾರ್ಥಿ/ವಿದ್ಯಾರ್ಥಿನಿಯರು ಭಾಗವಹಿಸಿದ್ದರು. ಮ್ಯಾರಾಥಾನ ಜಾಗೃತಿ ಯಶಸ್ವಿಯಾಯಿತು. ಜಿಲ್ಲಾ ಆರೋಗ್ಯ ಶಿಕ್ಷಣಾಧಿಕಾರಿ ಮಂಜುನಾಥ ಬಾಗಡೆ, ಶ್ರೀಮತಿ ವಿದ್ಯಾ ಕುಲಕರ್ಣಿ, ನಗರಸಭೆ ಸದಸ್ಯರು, ಆರೋಗ್ಯ ಇಲಾಖೆಯ ಅಧಿಕಾರಿಗಳು ಉಪಸ್ಥಿತರಿದ್ದರು. ಶ್ರೀ ಭೀಮು ಗೀಣಿ ಕಾರ್ಯಕ್ರಮ ನಿರೂಪಿಸಿದರು. ಬಸವರಾಜ ಲಾಳಗಟ್ಟಿ ಸ್ವಾಗತಿಸಿದರು, ಶ್ರೀ ಸಂತೋಷ ಗದಗ ಕಾರ್ಯಕ್ರಮ ನಿರೂಪಿಸಿ ವಂದಿಸಿದರು. <box>1327 228 1497 424</box>
rain-body: ಹಾಸನ, ಚಿಕ್ಕಮಗಳೂರು, ಕೊಡಗು, ಶಿವಮೊಗ್ಗ, ದಾವಣಗೆರೆ, ಚಿತ್ರದುರ್ಗ, ಮಂಡ್ಯ, ರಾಮನಗರ, ತುಮಕೂರು, ಕೋಲಾರ, ಚಿಕ್ಕಬಳ್ಳಾಪುರ, ಬೆಂಗಳೂರು ನಗರ ಮತ್ತು ಗ್ರಾಮಾಂತರ ಜಿಲ್ಲೆಗಳಲ್ಲಿ ಮಳೆಯಾಗುವ ಸಾಧ್ಯತೆಯಿದೆ. ಕೆಂಪೇಗೌಡ ಅಂತಾರಾಷ್ಟ್ರೀಯ ವಿಮಾನ ನಿಲ್ದಾಣದಲ್ಲಿ ಗರಿಷ್ಠ ತಾಪಮಾನ 31.2 ಡಿಗ್ರಿ ಸೆಲ್ಸಿಯಸ್ ದಾಖಲಾಗಿದೆ. ಈ ಮಳೆ ಎಚ್ಚರಿಕೆ: ಭಾರತ ಹವಾಮಾನ ಇಲಾಖೆ (ಐಎಂಡಿ) ಇಡೀ ರಾಜ್ಯದಲ್ಲಿ ಸೆಪ್ಟೆಂಬರ್ ತಿಂಗಳಲ್ಲಿ ವಾಡಿಕೆಗಿಂತ ಹೆಚ್ಚು ಮಳೆಯಾಗುವ ಮುನ್ಸೂಚನೆ ನೀಡಿದೆ. ರಾಜಧಾನಿಯ ಹವಾಮಾನ: ಬೆಂಗಳೂರಿನಲ್ಲಿ ಮೋಡ ಕವಿದ ವಾತಾವರಣವಿದ್ದು, ನಗರದಲ್ಲಿ ಗರಿಷ್ಠ ತಾಪಮಾನ 29.9 ಡಿಗ್ರಿ ಸೆಲ್ಸಿಯಸ್, ಕನಿಷ್ಠ ತಾಪಮಾನ 19.9 ಡಿಗ್ರಿ ಸೆಲ್ಸಿಯಸ್, ಗರಿಷ್ಠ ತಾಪಮಾನ ಹೆಚ್.ಎ.ಎಲ್ 30.5 ಡಿಗ್ರಿ ಸೆಲ್ಸಿಯಸ್, ಕನಿಷ್ಠ ತಾಪಮಾನ 19.1 ಡಿಗ್ರಿ ಸೆಲ್ಸಿಯಸ್ ಇದೆ. ಮಹಾನಿರ್ದೇಶಕ ಮೃತ್ಯುಂಜಯ ಮಹಾಪಾತ್ರ ಅವರು ಮಾಹಿತಿ ನೀಡಿದ್ದು, ಸೆಪ್ಟೆಂಬರ್ ತಿಂಗಳ ಸರಾಸರಿ ಮಳೆ 167.9 ಮಿ.ಮೀ. ಆಗಿದ್ದು, 1980 ರಿಂದ ಪ್ರತಿ ವರ್ಷ ಸೆಪ್ಟೆಂಬರ್ ಮಳೆ ಹೆಚ್ಚಿನ ಮಳೆಯಾಗುತ್ತಿದೆ. 1986, 1991, 2001, 2004, 2010, 2015 ಹಾಗೂ 2019 ರಲ್ಲಿ ಸೆಪ್ಟೆಂಬರ್‌ನಲ್ಲಿ ಕಡಿಮೆ ಮಳೆ ದಾಖಲಾಗಿದೆ. ಈ ತಿಂಗಳಲ್ಲಿ ಪಶ್ಚಿಮ ಮಧ್ಯ ಭಾರತ, ವಾಯುವ್ಯ ಭಾರತ ಮತ್ತು ದಕ್ಷಿಣ ಭಾರತದ ಹೆಚ್ಚಿನ ಭಾಗಗಳಲ್ಲಿ ಮಾಸಿಕ ಸರಾಸರಿ ಗರಿಷ್ಠ ತಾಪಮಾನವು ಸಾಮಾನ್ಯಕ್ಕಿಂತ ಕಡಿಮೆ ಇರುವ ಸಾಧ್ಯತೆಯಿದೆ ಎಂದು ಐಎಂಡಿ ಮಹಾನಿರ್ದೇಶಕರು ಹೇಳಿದ್ದಾರೆ. <box>59 497 556 730</box>
award-headline: ಪ್ರಶಸ್ತಿ ಪ್ರದಾನ ಸಮಾರಂಭ <box>1049 863 1405 913</box>
caste-body: ತೊಲಗಿಸಲು ಸ್ವಾತಂತ್ರ್ಯದೊಂದಿಗೆ ಇಷ್ಟುವರ್ಷಗಳಾದರೂ ಸಾಧ್ಯವಾಗಿಲ್ಲ. ಸಮಾನತೆಯನ್ನು ಸಮಾನ ಅವಕಾಶವನ್ನು ಒದಗಿಸುವ ಜನರ ಆರ್ಥಿಕ ಸ್ಥಿತಿ, ಶೈಕ್ಷಣಿಕ ಸ್ಥಿತಿ ಜಾತಿ ಧರ್ಮ ಎಲ್ಲರ ಮಾಹಿತಿ ಬೇಕಿದೆ. ಹಾಗಾಗಿಯೇ ಶೈಕ್ಷಣಿಕ, ಸಾಮಾಜಿಕ ಸಮೀಕ್ಷೆ ನಡೆಸುತ್ತಿದ್ದೇವೆ ಎಂದು ಮುಖ್ಯಮಂತ್ರಿ ಸಿದ್ದರಾಮಯ್ಯ ಹೇಳಿದರು. ಪ್ರಜಾಪ್ರಭುತ್ವ ಉಳಿಯಬೇಕಾದರೆ, ನಾವು ಅಸಮಾನತೆಯನ್ನು ತೊಲಗಿಸಬೇಕು. ಹಾಗಾಗಿ ಸಮಾನ ಅವಕಾಶ ಒದಗಿಸಲು ದತ್ತಾಂಶಗಳ ಮಾಹಿತಿ ಅಗತ್ಯವಿದೆ. ಈ ಸಮೀಕ್ಷೆಯಿಂದ ಜನರ ಸಾಮಾಜಿಕ ಮತ್ತು ಶೈಕ್ಷಣಿಕ ಸ್ಥಿತಿಯನ್ನು ಅರಿತು ಅದಕ್ಕೆ ತಕ್ಕಂತೆ ಕಾರ್ಯಕ್ರಮಗಳನ್ನು ರೂಪಿಸಲು ಸಾಧ್ಯವಾಗುತ್ತದೆ ಎಂದು ಅವರು ಹೇಳಿದರು. ಸುದ್ದಿಗೋಷ್ಠಿಯಲ್ಲಿ ಸಚಿವ ಶಿವರಾಜ್ ತಂಗಡಗಿ, ಹಿಂದುಳಿದ ವರ್ಗಗಳ ಆಯೋಗದ ಅಧ್ಯಕ್ಷ ಮಧುಸೂದನ ನಾಯ್ಕ್, ಆಯೋಗದ ಸದಸ್ಯರುಗಳು, ಮುಖ್ಯಮಂತ್ರಿಗಳ ರಾಜಕೀಯ ಕಾರ್ಯದರ್ಶಿ ನಜೀರ್ ಅಹ್ಮದ್ ಉಪಸ್ಥಿತರಿದ್ದರು. <box>59 240 556 383</box>
shoppers-ad-phone: Ph: 9449871840 <box>600 2214 739 2235</box>
section-rule <box>59 445 556 446</box>
cow-body-left: ಬಾದಾಮಿ,ಸೆ.12: ರಾಜ್ಯ ಹಾಗೂ ಕೇಂದ್ರ ಸರಕಾರಗಳು ಗೋವಿನ ಜೋಳಕ್ಕೆ ಕ್ವಿಂಟಲ್‌ಗೆ ಕನಿಷ್ಠ 3000 ದರ ನಿಗದಿ ಮಾಡಬೇಕು ಎಂದು ಜಿಲ್ಲಾ ಕೃಷಿಕ ಸಮಾಜದ ಅಧ್ಯಕ್ಷ ಮಹಾಂತೇಶ ಹಟ್ಟಿ ಸರಕಾರಕ್ಕೆ ಮನವಿ ಮಾಡಿದರು. ಅವರು ಪಟ್ಟಣದ ಹೊರವಲಯದಲ್ಲಿರುವ ಕೃಷಿ ಉತ್ಪನ್ನ ಮಾರುಕಟ್ಟೆ ಆವರಣದಲ್ಲಿ ನಡೆದ ರೈತರ ಸಭೆಯಲ್ಲಿ ಮಾತನಾಡಿದರು. ಸರಕಾರ ಈಗ 2400 ದರ ನಿಗದಿ ಮಾಡಿದ್ದು, ಇದನ್ನು ಹೆಚ್ಚಿಸಬೇಕು ಎಂದು ಸರಕಾರಕ್ಕೆ ಮನವಿ ಮಾಡಿದರು. <box>586 1204 756 1419</box>
shoppers-ad-title: SANJEVANI SHOPPERS GUIDE <box>600 2128 739 2209</box>
section-rule <box>44 2137 556 2138</box>
readers-notice-ad <box>767 2068 949 2306</box>
cyan-dot <box>1469 2335 1485 2352</box>
yellow-dot <box>61 2335 77 2352</box>
section-rule <box>59 918 556 919</box>
masthead-date: ಶುಕ್ರವಾರ 12 ಸೆಪ್ಟೆಂಬರ 2025 <box>83 135 231 150</box>
cyan-dot <box>22 2335 39 2352</box>
shoppers-guide-ad[interactable] <box>578 2068 760 2306</box>
cow-body-right: ಮಾರುಕಟ್ಟೆಗಳನ್ನು ಸ್ಥಾಪಿಸಿ ರೈತರಿಗೆ ನ್ಯಾಯ ಒದಗಿಸಬೇಕು. 18 ಇಲಾಖೆಗಳ ಅಧಿಕಾರಿಗಳ ಸಮಿತಿಯಿದ್ದು, 3675 ಹೆಕ್ಟೇರ್ ಪ್ರದೇಶದಲ್ಲಿ 3250 ಹೆಕ್ಟೇರ್ ಜೋಳ ಬೆಳೆಯಲಾಗಿದೆ. ಕೇಂದ್ರ ಸರ್ಕಾರ ಪ್ರತಿ ಹೆಕ್ಟೇರ್‌ಗೆ 6750 ರೂ. ನಿಗದಿಪಡಿಸಿದ್ದು, ವಿಳಂಬವಿಲ್ಲದೆ ರೈತರಿಗೆ ಹಣ ಪಾವತಿಸಬೇಕು. ಕೂಡಲೇ ಕೇಂದ್ರ ಮತ್ತು ರಾಜ್ಯ ಸರ್ಕಾರಗಳು ರೈತರ ಹಿತ ಕಾಯಬೇಕು ಎಂದು ಒತ್ತಾಯಿಸಿದರು. ತಾಲೂಕಿನ ರೈತ ಮುಖಂಡರು ಉಪಸ್ಥಿತರಿದ್ದರು. <box>771 1204 941 1419</box>
rain-headline: ರಾಜ್ಯದಲ್ಲಿ ಐದು ದಿನ ಮಳೆ <box>182 452 434 486</box>
survey-photo <box>1141 1679 1499 1873</box>
